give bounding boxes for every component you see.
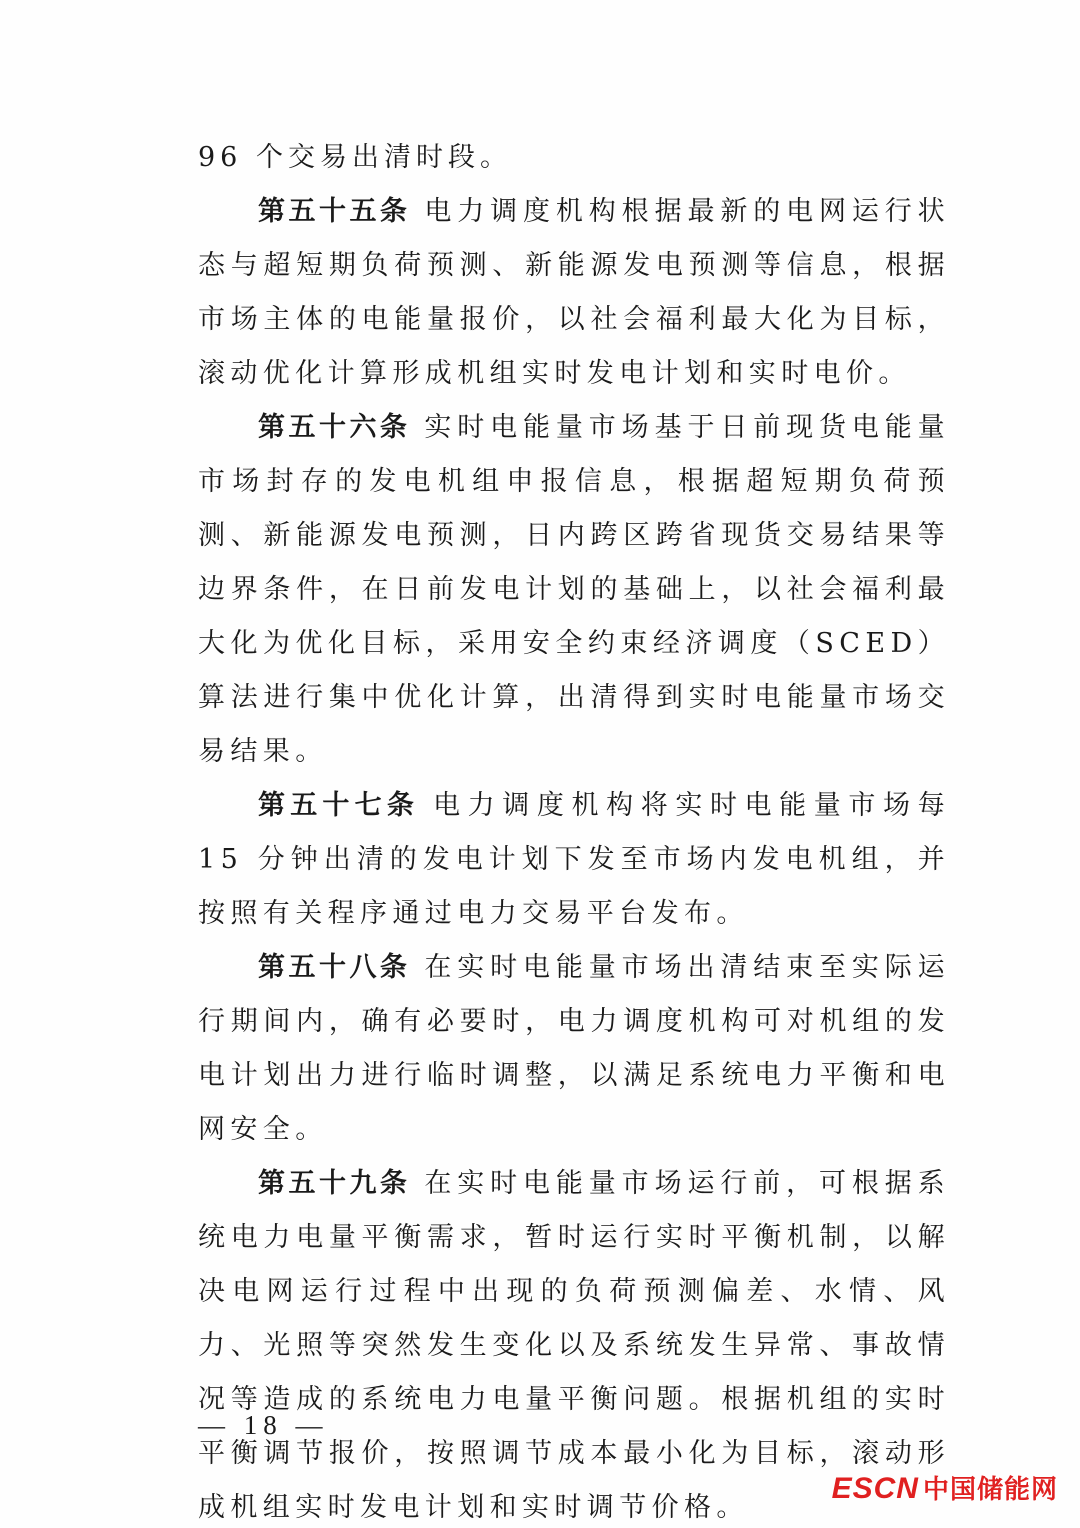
- article-57: [198, 779, 950, 941]
- article-55: [198, 185, 950, 401]
- document-body: [198, 131, 950, 1528]
- watermark-latin: ESCN: [831, 1472, 919, 1505]
- watermark-chinese: 中国储能网: [922, 1474, 1058, 1504]
- article-text: 电力调度机构根据最新的电网运行状态与超短期负荷预测、新能源发电预测等信息，根据市场主体的电能量报价，以社会福利最大化为目标，滚动优化计算形成机组实时发电计划和实时电价。: [198, 196, 951, 389]
- article-56: [198, 401, 950, 779]
- escn-watermark-logo: [832, 1469, 1058, 1506]
- article-heading: 第五十八条: [258, 952, 411, 983]
- page-number: — 18 —: [198, 1410, 329, 1440]
- continuation-line: 96 个交易出清时段。: [198, 142, 512, 173]
- article-heading: 第五十九条: [258, 1168, 411, 1199]
- article-heading: 第五十七条: [258, 790, 420, 821]
- article-heading: 第五十五条: [258, 196, 411, 227]
- article-text: 在实时电能量市场运行前，可根据系统电力电量平衡需求，暂时运行实时平衡机制，以解决电网运行过程中出现的负荷预测偏差、水情、风力、光照等突然发生变化以及系统发生异常、事故情况等造成的系统电力电量平衡问题。根据机组的实时平衡调节报价，按照调节成本最小化为目标，滚动形成机组实时发电计划和实时调节价格。: [198, 1168, 951, 1523]
- article-58: [198, 941, 950, 1157]
- article-heading: 第五十六条: [258, 412, 411, 443]
- article-text: 在实时电能量市场出清结束至实际运行期间内，确有必要时，电力调度机构可对机组的发电计划出力进行临时调整，以满足系统电力平衡和电网安全。: [198, 952, 951, 1145]
- article-text: 实时电能量市场基于日前现货电能量市场封存的发电机组申报信息，根据超短期负荷预测、新能源发电预测，日内跨区跨省现货交易结果等边界条件，在日前发电计划的基础上，以社会福利最大化为优化目标，采用安全约束经济调度（SCED）算法进行集中优化计算，出清得到实时电能量市场交易结果。: [198, 412, 951, 767]
- article-text: 电力调度机构将实时电能量市场每 15 分钟出清的发电计划下发至市场内发电机组，并按照有关程序通过电力交易平台发布。: [198, 790, 951, 929]
